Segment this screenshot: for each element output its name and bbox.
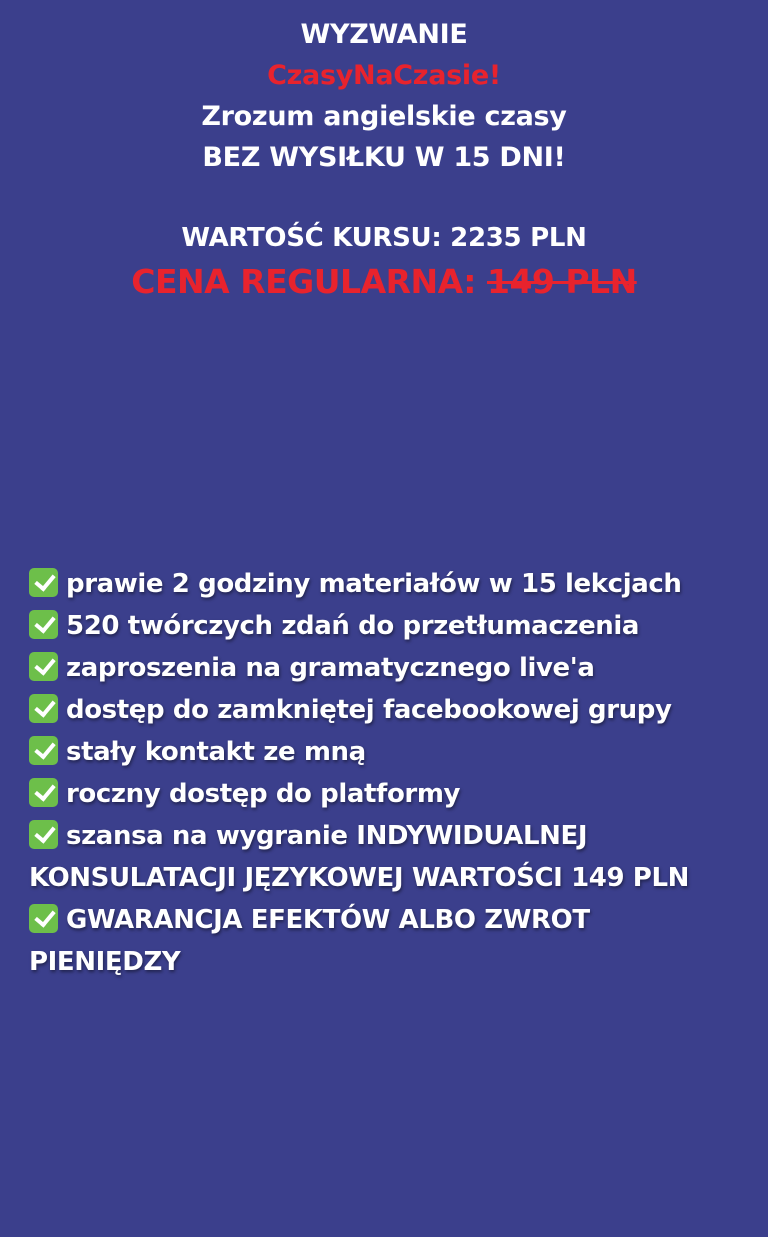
feature-item — [29, 563, 749, 605]
feature-item — [29, 605, 749, 647]
feature-text: prawie 2 godziny materiałów w 15 lekcjach — [66, 569, 682, 599]
check-mark-icon — [29, 736, 58, 765]
feature-text: roczny dostęp do platformy — [66, 779, 461, 809]
feature-item — [29, 689, 749, 731]
feature-text: dostęp do zamkniętej facebookowej grupy — [66, 695, 672, 725]
regular-price-label: CENA REGULARNA: — [131, 262, 487, 301]
course-value: WARTOŚĆ KURSU: 2235 PLN — [181, 223, 587, 253]
feature-text: GWARANCJA EFEKTÓW ALBO ZWROT PIENIĘDZY — [29, 905, 590, 977]
challenge-name: CzasyNaCzasie! — [267, 60, 501, 91]
feature-item — [29, 731, 749, 773]
feature-item — [29, 773, 749, 815]
regular-price — [0, 258, 768, 306]
check-mark-icon — [29, 610, 58, 639]
feature-text: stały kontakt ze mną — [66, 737, 366, 767]
check-mark-icon — [29, 652, 58, 681]
feature-text: 520 twórczych zdań do przetłumaczenia — [66, 611, 640, 641]
check-mark-icon — [29, 778, 58, 807]
feature-list — [29, 563, 749, 983]
feature-text: szansa na wygranie INDYWIDUALNEJ KONSULATACJI JĘZYKOWEJ WARTOŚCI 149 PLN — [29, 821, 689, 893]
check-mark-icon — [29, 568, 58, 597]
promo-header — [0, 14, 768, 178]
check-mark-icon — [29, 694, 58, 723]
feature-item — [29, 815, 749, 899]
feature-text: zaproszenia na gramatycznego live'a — [66, 653, 595, 683]
feature-item — [29, 647, 749, 689]
headline: Zrozum angielskie czasy — [201, 101, 567, 132]
challenge-label: WYZWANIE — [300, 19, 468, 50]
price-block — [0, 218, 768, 306]
subheadline: BEZ WYSIŁKU W 15 DNI! — [202, 142, 566, 173]
check-mark-icon — [29, 904, 58, 933]
check-mark-icon — [29, 820, 58, 849]
regular-price-struck: 149 PLN — [486, 262, 637, 301]
feature-item — [29, 899, 749, 983]
